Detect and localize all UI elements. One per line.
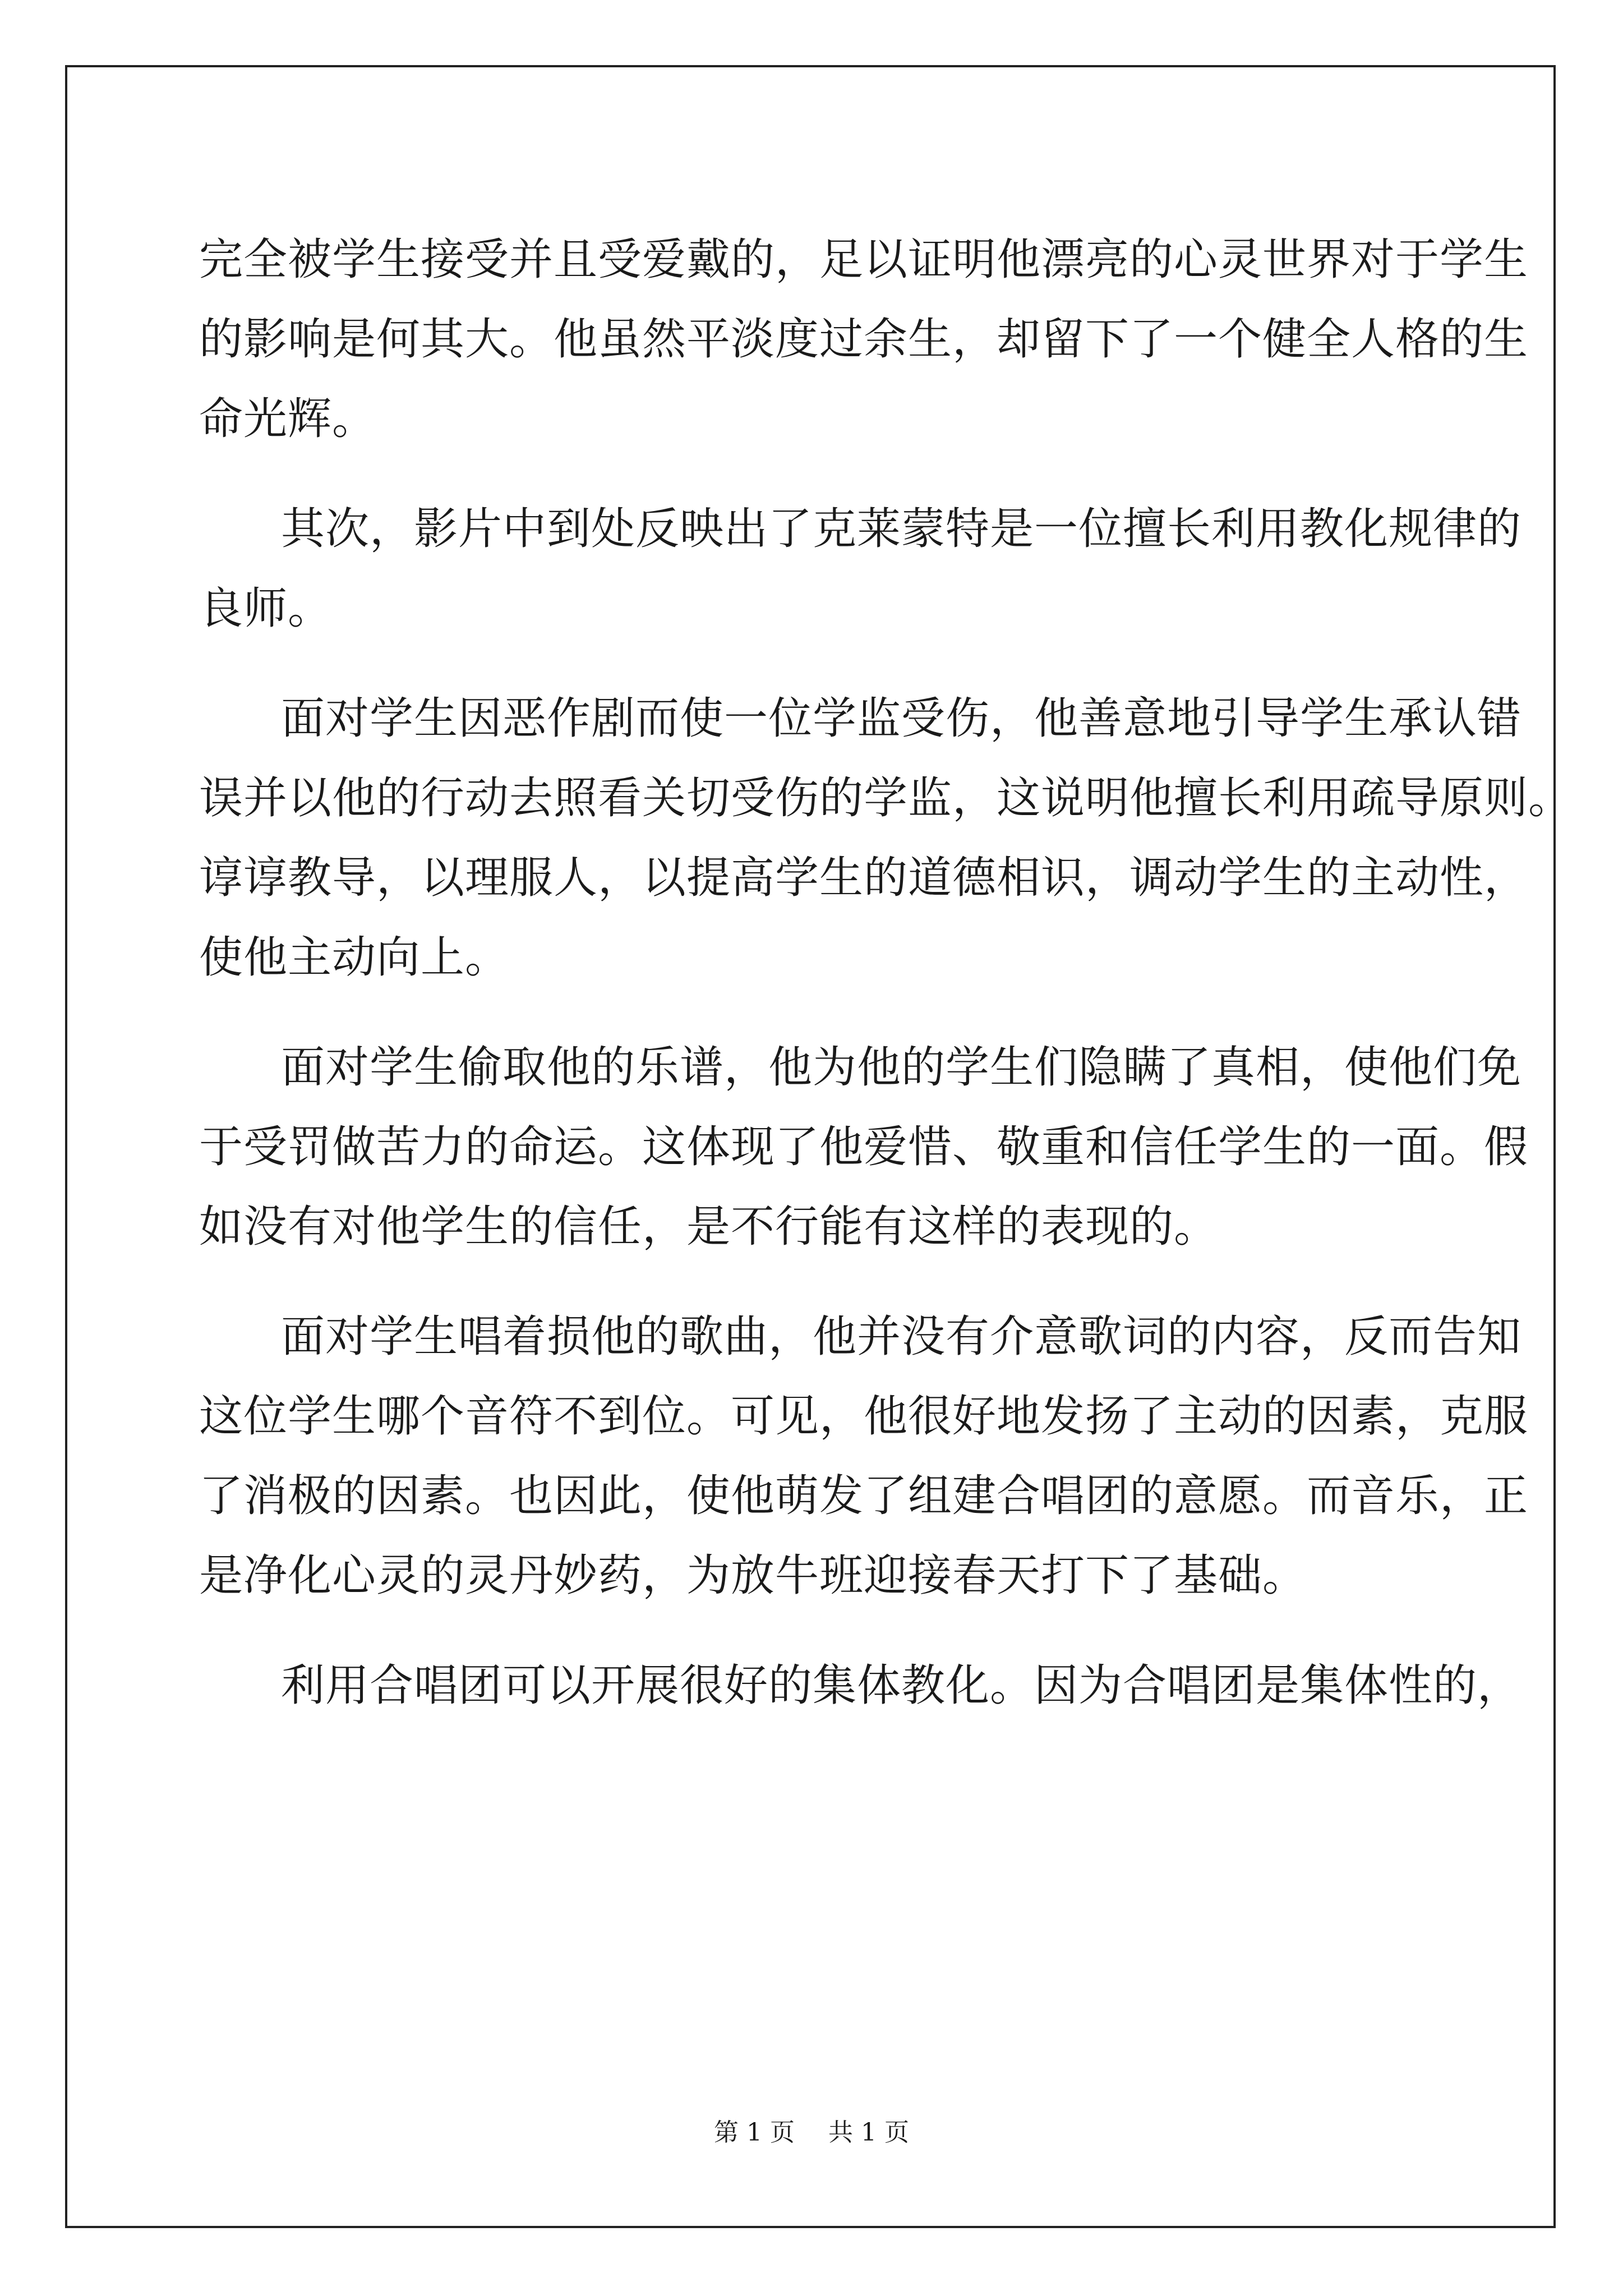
text-line: 面对学生偷取他的乐谱，他为他的学生们隐瞒了真相，使他们免	[281, 1042, 1522, 1093]
text-line: 误并以他的行动去照看关切受伤的学监，这说明他擅长利用疏导原则。	[199, 773, 1573, 823]
page-footer	[0, 2112, 1623, 2148]
text-line: 谆谆教导，以理服人，以提高学生的道德相识，调动学生的主动性，	[199, 853, 1529, 903]
document-body	[199, 220, 1573, 1726]
text-line: 完全被学生接受并且受爱戴的，足以证明他漂亮的心灵世界对于学生	[199, 234, 1529, 285]
page-number: 第 1 页	[714, 2118, 795, 2147]
text-line: 了消极的因素。也因此，使他萌发了组建合唱团的意愿。而音乐，正	[199, 1471, 1529, 1521]
page-total: 共 1 页	[828, 2118, 909, 2147]
text-line: 于受罚做苦力的命运。这体现了他爱惜、敬重和信任学生的一面。假	[199, 1122, 1529, 1172]
text-line: 面对学生因恶作剧而使一位学监受伤，他善意地引导学生承认错	[281, 693, 1522, 744]
text-line: 面对学生唱着损他的歌曲，他并没有介意歌词的内容，反而告知	[281, 1312, 1522, 1362]
text-line: 的影响是何其大。他虽然平淡度过余生，却留下了一个健全人格的生	[199, 314, 1529, 365]
text-line: 命光辉。	[199, 394, 377, 444]
text-line: 其次，影片中到处反映出了克莱蒙特是一位擅长利用教化规律的	[281, 504, 1522, 554]
text-line: 使他主动向上。	[199, 932, 510, 983]
text-line: 如没有对他学生的信任，是不行能有这样的表现的。	[199, 1202, 1219, 1252]
text-line: 这位学生哪个音符不到位。可见，他很好地发扬了主动的因素，克服	[199, 1391, 1529, 1442]
text-line: 是净化心灵的灵丹妙药，为放牛班迎接春天打下了基础。	[199, 1550, 1307, 1601]
text-line: 良师。	[199, 583, 333, 634]
text-line: 利用合唱团可以开展很好的集体教化。因为合唱团是集体性的，	[281, 1660, 1522, 1711]
